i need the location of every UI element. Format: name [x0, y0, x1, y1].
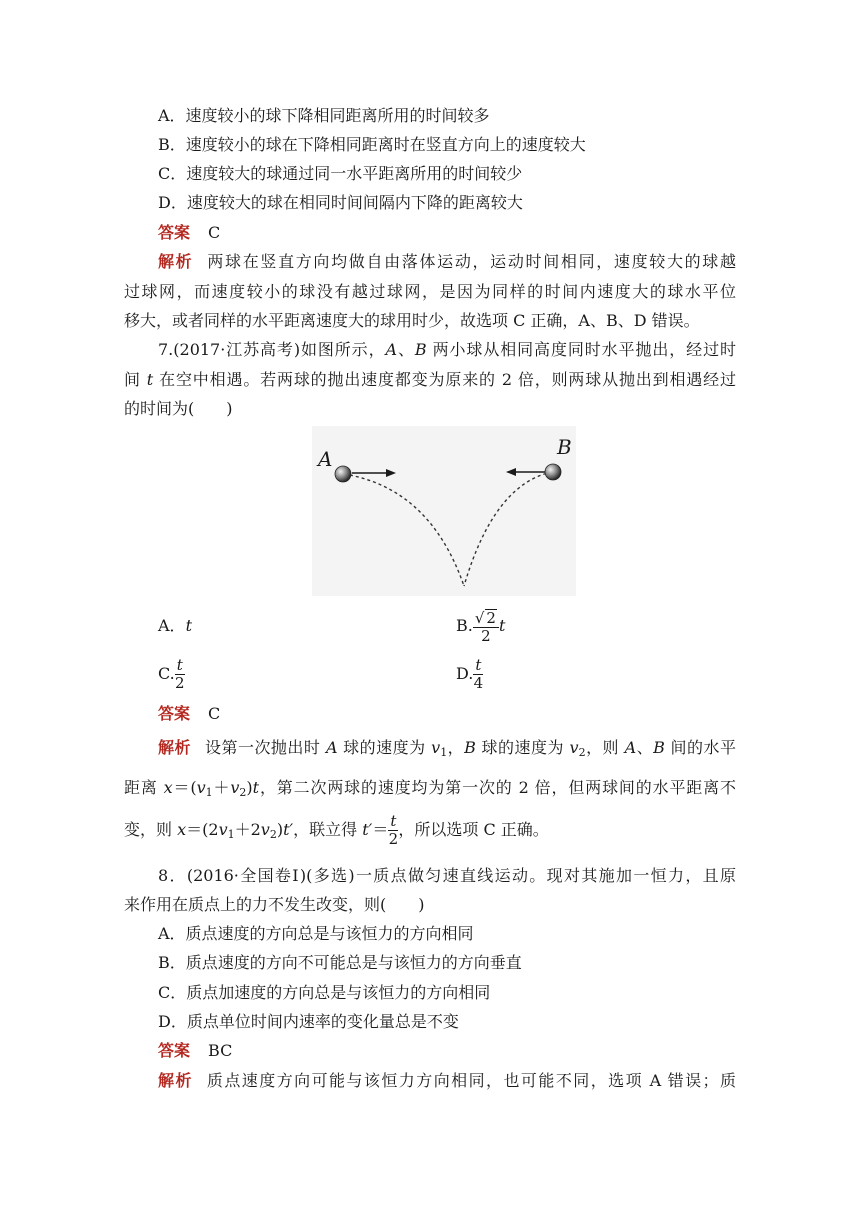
q8-stem-line-1: 8．(2016·全国卷Ⅰ)(多选)一质点做匀速直线运动。现对其施加一恒力，且原 [158, 866, 736, 885]
projectile-diagram [312, 426, 576, 596]
q8-option-d: D．质点单位时间内速率的变化量总是不变 [158, 1012, 459, 1031]
q7-option-b: B. $\frac{√ 2}{2}$ t [456, 608, 506, 645]
q7-analysis-line-2: 距离 $x=(v_1+v_2)t$，第二次两球的速度均为第一次的 2 倍，但两球间的水平距离不 [124, 778, 736, 799]
answer-label: 答案 [158, 1041, 191, 1060]
q6-option-d: D．速度较大的球在相同时间间隔内下降的距离较大 [158, 193, 523, 212]
q6-option-c: C．速度较大的球通过同一水平距离所用的时间较少 [158, 164, 523, 183]
projectile-figure [312, 426, 576, 596]
label-b: B [557, 435, 572, 459]
q8-stem-line-2: 来作用在质点上的力不发生改变，则( ) [124, 895, 425, 914]
answer-label: 答案 [158, 704, 191, 723]
q8-analysis-line-1 [158, 1071, 736, 1091]
q7-option-c: C. $\frac{t}{2}$ [158, 656, 185, 692]
analysis-label: 解析 [158, 252, 194, 271]
q6-analysis-line-2: 过球网，而速度较小的球没有越过球网，是因为同样的时间内速度大的球水平位 [124, 282, 736, 301]
answer-label: 答案 [158, 223, 191, 242]
q8-option-c: C．质点加速度的方向总是与该恒力的方向相同 [158, 983, 491, 1002]
trajectory-b [464, 472, 552, 586]
arrowhead-b [506, 468, 516, 476]
q7-stem-line-2: 间 t 在空中相遇。若两球的抛出速度都变为原来的 2 倍，则两球从抛出到相遇经过 [124, 370, 736, 389]
answer-value: C [208, 223, 221, 242]
q7-analysis-line-1: 解析 设第一次抛出时 A 球的速度为 $v_1$，B 球的速度为 $v_2$，则 A、B 间的水平 [158, 738, 736, 759]
q7-option-d: D. $\frac{t}{4}$ [456, 656, 484, 692]
analysis-label: 解析 [158, 1071, 193, 1090]
q6-option-b: B．速度较小的球在下降相同距离时在竖直方向上的速度较大 [158, 135, 586, 154]
analysis-text: 质点速度方向可能与该恒力方向相同，也可能不同，选项 A 错误；质 [206, 1071, 736, 1090]
q6-option-a: A．速度较小的球下降相同距离所用的时间较多 [158, 106, 490, 125]
answer-value: BC [208, 1041, 233, 1060]
trajectory-a [344, 474, 464, 586]
answer-value: C [208, 704, 221, 723]
label-a: A [318, 447, 333, 471]
q6-analysis-line-3: 移大，或者同样的水平距离速度大的球用时少，故选项 C 正确，A、B、D 错误。 [124, 311, 700, 330]
q8-option-b: B．质点速度的方向不可能总是与该恒力的方向垂直 [158, 953, 522, 972]
q8-option-a: A．质点速度的方向总是与该恒力的方向相同 [158, 924, 474, 943]
ball-b [545, 464, 561, 480]
q7-stem-line-3: 的时间为( ) [124, 399, 233, 418]
q7-answer [158, 704, 220, 724]
arrowhead-a [386, 469, 396, 477]
q7-analysis-line-3: 变，则 $x=(2v_1+2v_2)t'$，联立得 t′＝ $\frac{t}{2}$ ，所以选项 C 正确。 [124, 812, 549, 848]
q6-answer [158, 223, 220, 243]
q8-answer [158, 1041, 232, 1061]
q7-option-a: A．t [158, 616, 192, 635]
q6-analysis-line-1 [158, 252, 736, 272]
analysis-text: 两球在竖直方向均做自由落体运动，运动时间相同，速度较大的球越 [207, 252, 736, 271]
ball-a [335, 466, 351, 482]
q7-stem-line-1: 7.(2017·江苏高考)如图所示，A、B 两小球从相同高度同时水平抛出，经过时 [158, 340, 736, 359]
